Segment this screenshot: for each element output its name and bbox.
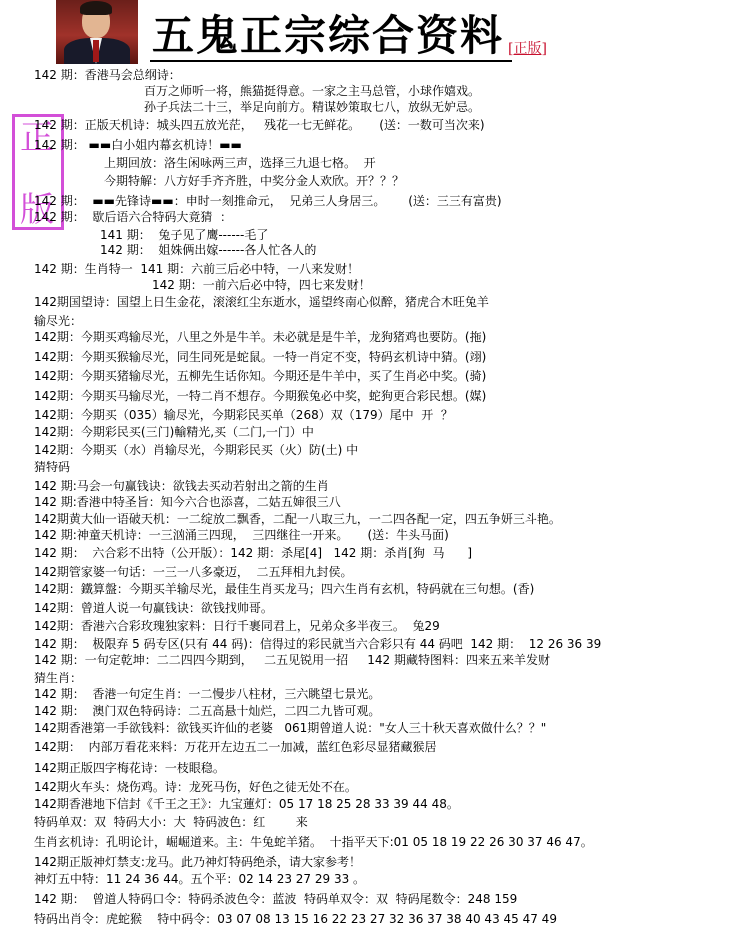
text-line: 142期：今期买（035）输尽光，今期彩民买单（268）双（179）尾中 开 ？ [34,408,453,422]
badge-label: 正版 [513,41,542,57]
stamp-char-bottom: 版 [20,190,54,230]
text-line: 141 期： 兔子见了鹰------毛了 [100,228,269,242]
text-line: 142 期： 六合彩不出特（公开版）：142 期：杀尾[4] 142 期：杀肖[狗 马 ] [34,546,473,560]
text-line: 142 期:神童天机诗：一三汹涌三四现， 三四继往一开来。 (送：牛头马面) [34,528,449,542]
badge-bracket-open: [ [508,41,514,57]
text-line: 生肖玄机诗：孔明论计，崛崛道来。主：牛兔蛇羊猪。 十指平天下:01 05 18 19 22 26 30 37 46 47。 [34,835,593,849]
text-line: 142期管家婆一句话：一三一八多豪迈， 二五拜相九封侯。 [34,565,353,579]
text-line: 142 期： 极限弃 5 码专区(只有 44 码)：信得过的彩民就当六合彩只有 44 码吧 142 期： 12 26 36 39 [34,637,602,651]
text-line: 142期香港第一手欲钱料：欲钱买许仙的老婆 061期曾道人说："女人三十秋天喜欢做什么？？" [34,721,547,735]
text-line: 142期黄大仙一语破天机：一二绽放二飘香，二配一八取三九，一二四各配一定，四五争妍三斗艳。 [34,512,561,526]
page-title: 五鬼正宗综合资料 [152,11,505,60]
text-line: 142期火车头：烧伤鸡。诗：龙死马伤，好色之徒无处不在。 [34,780,357,794]
text-line: 142期： 内部万看花来料：万花开左边五二一加减，蓝红色彩尽显猪藏猴居 [34,740,437,754]
text-line: 猜生肖： [34,671,83,685]
text-line: 142期：今期买鸡输尽光，八里之外是牛羊。未必就是是牛羊，龙狗猪鸡也要防。(拖) [34,330,487,344]
badge-bracket-close: ] [541,41,547,57]
text-line: 142 期： 歇后语六合特码大竟猜 ： [34,210,232,224]
text-line: 142 期：生肖特一 141 期：六前三后必中特，一八来发财！ [34,262,360,276]
text-line: 142期：今期买马输尽光，一特二肖不想存。今期猴兔必中奖，蛇狗更合彩民想。(媒) [34,389,487,403]
text-line: 142 期:香港中特圣旨：知今六合也添喜，二姑五婶很三八 [34,495,341,509]
text-line: 142 期:马会一句赢钱诀：欲钱去买动若射出之箭的生肖 [34,479,329,493]
text-line: 142 期： 曾道人特码口令：特码杀波色令：蓝波 特码单双令：双 特码尾数令：248 159 [34,892,518,906]
text-line: 142 期：一句定乾坤：二二四四今期到， 二五见锐用一招 142 期藏特图料：四来五来羊发财 [34,653,550,667]
text-line: 今期特解：八方好手齐齐胜，中奖分金人欢欣。开？？？ [104,174,405,188]
text-line: 猜特码 [34,460,71,474]
text-line: 142期香港地下信封《千王之王》：九宝蓮灯：05 17 18 25 28 33 39 44 48。 [34,797,459,811]
text-line: 142 期： 姐姝俩出嫁------各人忙各人的 [100,243,317,257]
text-line: 142 期： 澳门双色特码诗：二五高悬十灿烂，二四二九皆可观。 [34,704,381,718]
text-line: 142 期：一前六后必中特，四七来发财！ [152,278,371,292]
text-line: 142期：今期买（水）肖输尽光，今期彩民买（火）防(土) 中 [34,443,359,457]
text-line: 142期：香港六合彩玫瑰独家料：日行千裹同君上，兄弟众多半夜三。 兔29 [34,619,440,633]
text-line: 142 期：香港马会总纲诗： [34,68,181,82]
portrait-tie [93,40,99,62]
text-line: 142期：曾道人说一句赢钱诀：欲钱找帅哥。 [34,601,273,615]
portrait-hair [80,1,112,15]
text-line: 142期正版四字梅花诗：一枝眼稳。 [34,761,225,775]
author-portrait [56,0,138,64]
text-line: 142期：今期彩民买(三门)輸精光,买（二门,一门）中 [34,425,314,439]
text-line: 142期国望诗：国望上日生金花，滚滚红尘东逝水，遥望终南心似醉，猪虎合木旺兔羊 [34,295,489,309]
title-underline [150,60,512,62]
edition-badge [508,38,547,58]
text-line: 孙子兵法二十三，举足向前方。精谋妙策取七八，放纵无妒忌。 [144,100,481,114]
text-line: 142 期：正版天机诗：城头四五放光茫， 残花一七无鲜花。 (送：一数可当次来) [34,118,485,132]
text-line: 特码单双：双 特码大小：大 特码波色：红 来 [34,815,308,829]
text-line: 输尽光： [34,314,83,328]
stamp-char-top: 正 [20,118,54,158]
text-line: 上期回放：洛生闲咏两三声，选择三九退七格。 开 [104,156,376,170]
text-line: 142 期： ▬▬白小姐内幕玄机诗！▬▬ [34,138,242,152]
text-line: 142期：今期买猪输尽光，五柳先生话你知。今期还是牛羊中，买了生肖必中奖。(骑) [34,369,487,383]
text-line: 神灯五中特：11 24 36 44。五个平：02 14 23 27 29 33 。 [34,872,366,886]
text-line: 142期：今期买猴输尽光，同生同死是蛇鼠。一特一肖定不变，特码玄机诗中猜。(翊) [34,350,487,364]
text-line: 142期：鐵算盤：今期买羊输尽光，最佳生肖买龙马；四六生肖有玄机，特码就在三句想。(香) [34,582,535,596]
text-line: 百万之师听一将，熊猫挺得意。一家之主马总管，小球作嬉戏。 [144,84,481,98]
text-line: 142 期： 香港一句定生肖：一二慢步八柱材，三六眺望七景光。 [34,687,381,701]
text-line: 142期正版神灯禁支:龙马。此乃神灯特码绝杀，请大家参考！ [34,855,361,869]
text-line: 142 期： ▬▬先锋诗▬▬：申时一刻推命元， 兄弟三人身居三。 (送：三三有富贵) [34,194,502,208]
text-line: 特码出肖令：虎蛇猴 特中码令：03 07 08 13 15 16 22 23 27 32 36 37 38 40 43 45 47 49 [34,912,557,926]
